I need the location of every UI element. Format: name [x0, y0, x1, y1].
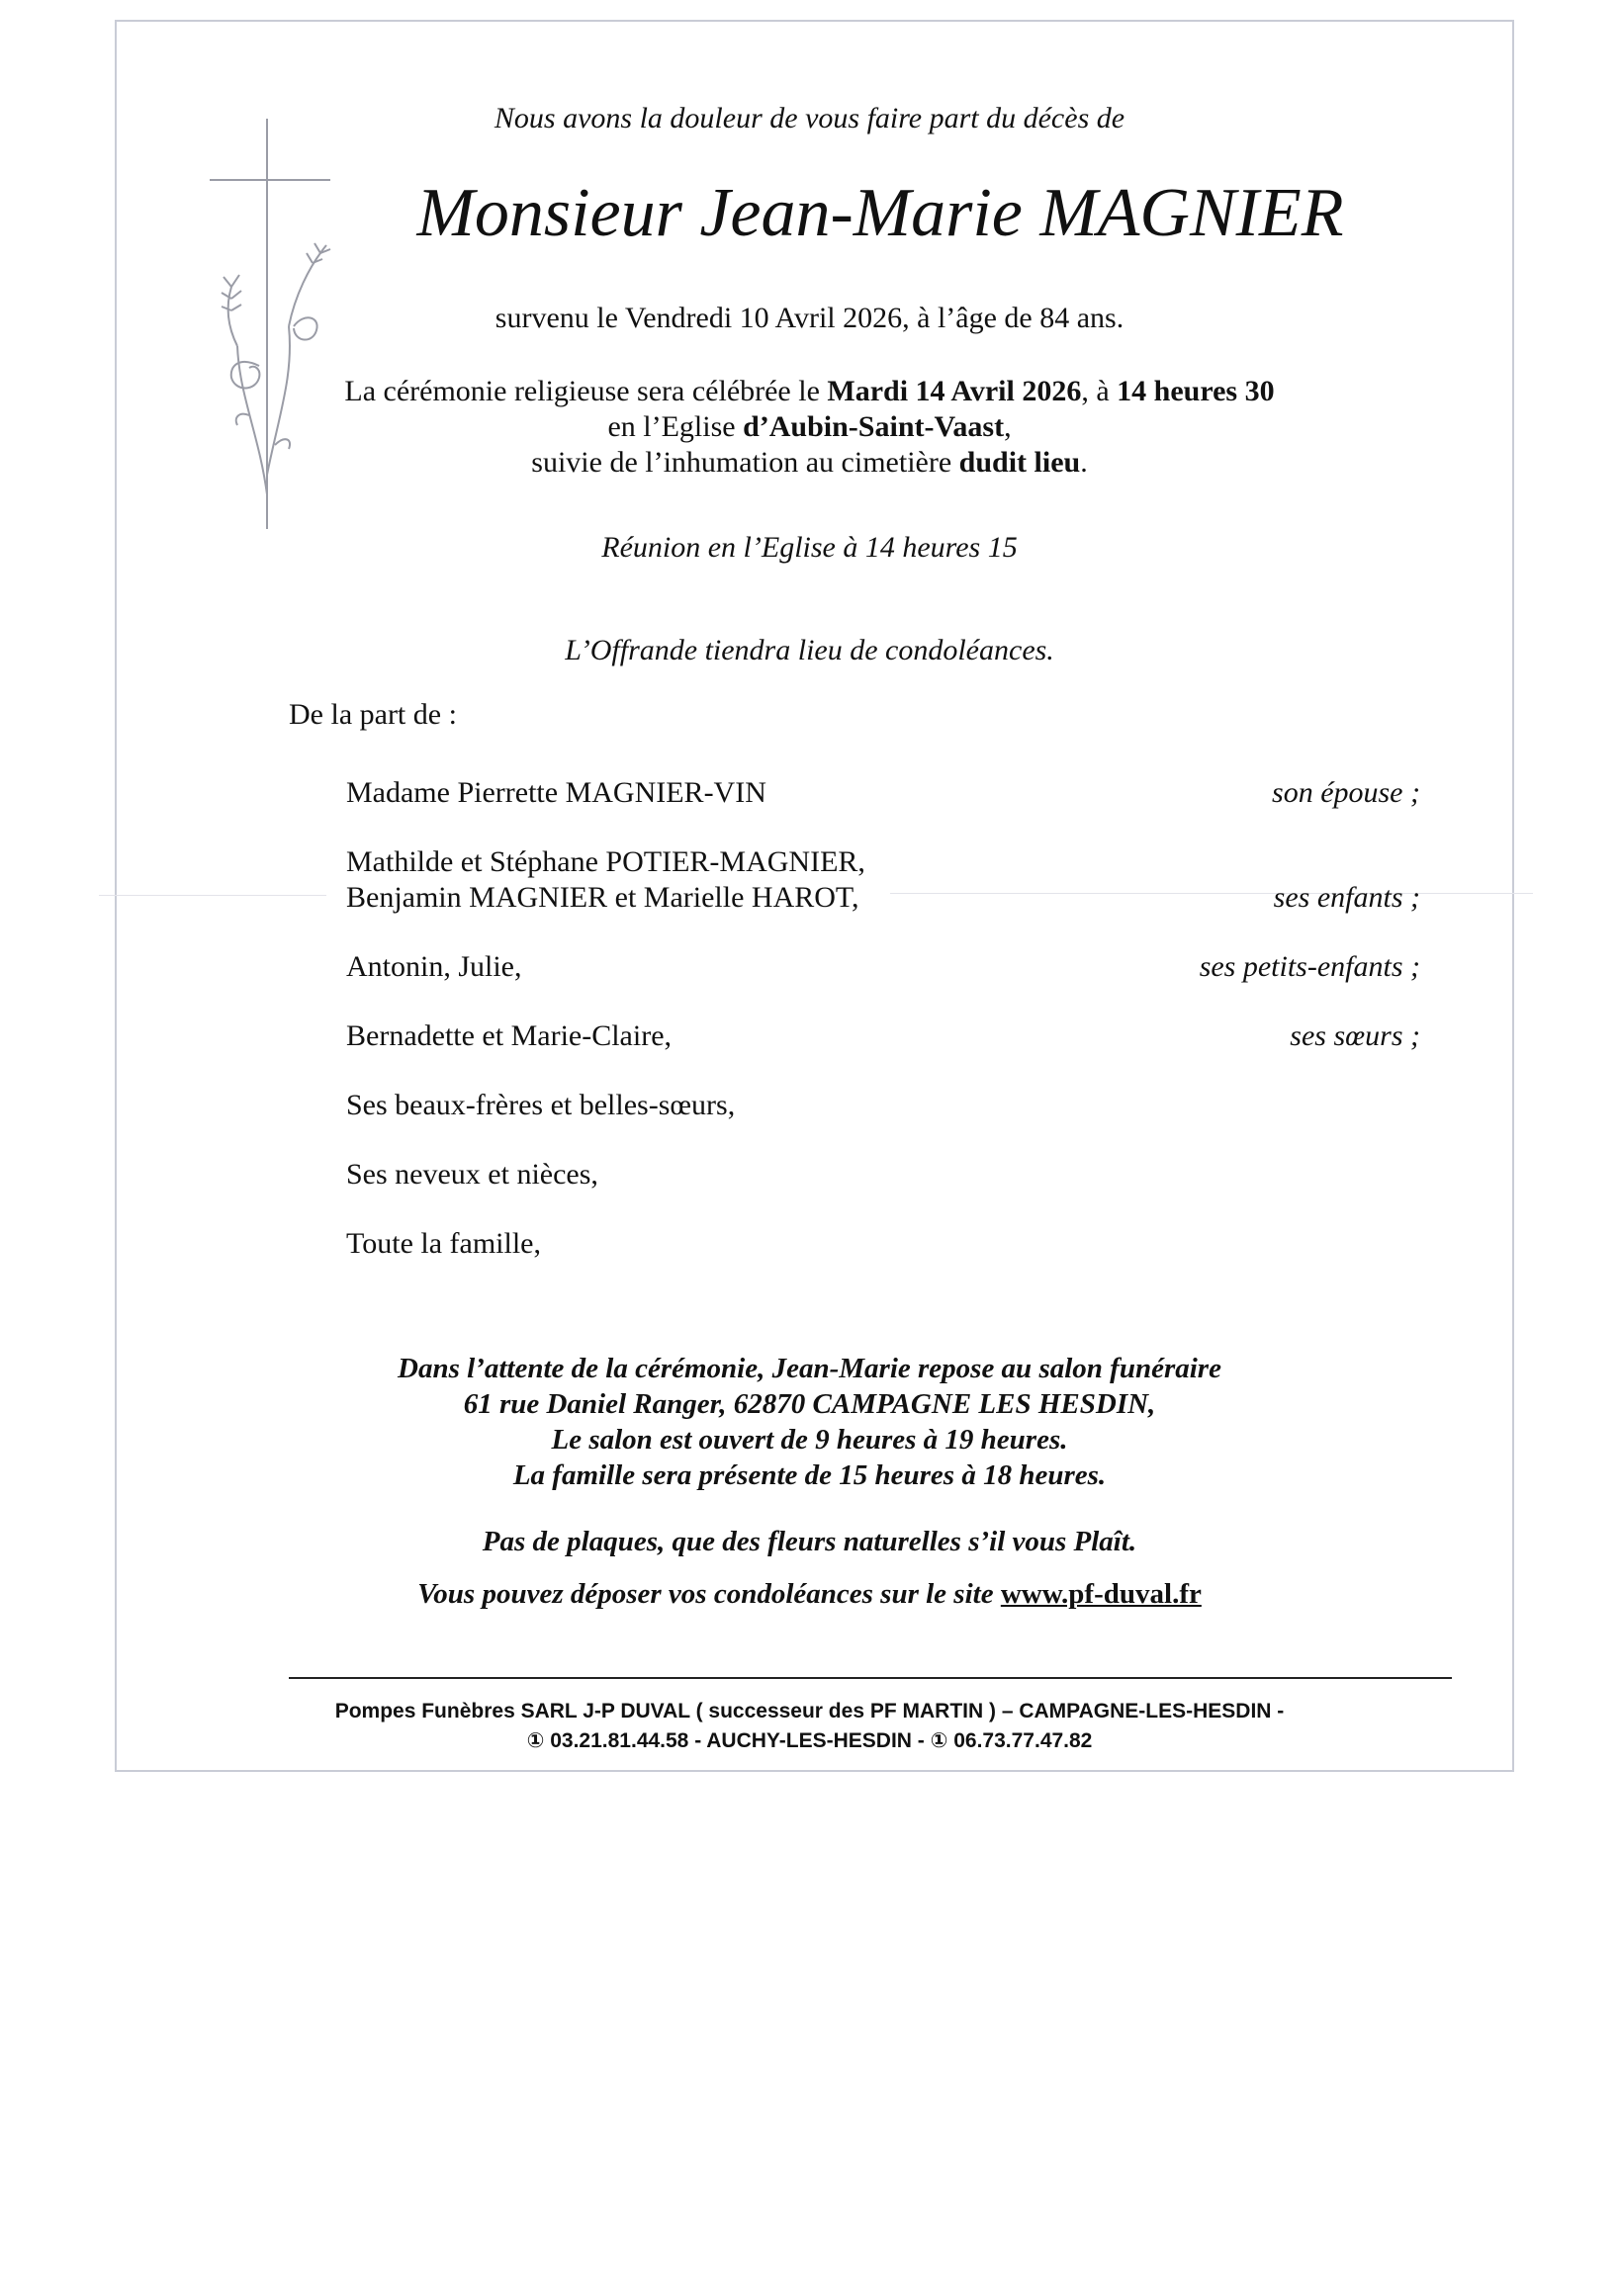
family-name-line: Mathilde et Stéphane POTIER-MAGNIER, [346, 845, 865, 878]
footer-phones [0, 1726, 1619, 1756]
ceremony-time: 14 heures 30 [1117, 375, 1275, 407]
condolences-text: Vous pouvez déposer vos condoléances sur le site [417, 1578, 1001, 1610]
phone-number-1: 03.21.81.44.58 [550, 1729, 689, 1752]
ceremony-details [0, 374, 1619, 481]
phone-icon: ① [526, 1729, 545, 1752]
family-relation: son épouse ; [1272, 776, 1420, 809]
ceremony-text: La cérémonie religieuse sera célébrée le [344, 375, 828, 407]
footer-town: - AUCHY-LES-HESDIN - [688, 1729, 931, 1752]
family-relation: ses sœurs ; [1290, 1019, 1420, 1052]
ceremony-line-3 [0, 445, 1619, 481]
funeral-home-line: Pompes Funèbres SARL J-P DUVAL ( successeur des PF MARTIN ) – CAMPAGNE-LES-HESDIN - [334, 1700, 1285, 1722]
intro-line: Nous avons la douleur de vous faire part du décès de [494, 102, 1125, 134]
plaques-line: Pas de plaques, que des fleurs naturelles s’il vous Plaît. [482, 1526, 1137, 1557]
family-intro: De la part de : [289, 698, 457, 731]
family-relation: ses enfants ; [1273, 881, 1420, 914]
footer [0, 1697, 1619, 1756]
family-names: Bernadette et Marie-Claire, [346, 1019, 673, 1052]
death-line: survenu le Vendredi 10 Avril 2026, à l’âge de 84 ans. [495, 302, 1124, 334]
ceremony-text: , [1004, 410, 1012, 443]
condolences-site-link[interactable]: www.pf-duval.fr [1000, 1578, 1202, 1610]
family-names: Ses beaux-frères et belles-sœurs, [346, 1089, 736, 1121]
ceremony-text: suivie de l’inhumation au cimetière [531, 446, 959, 479]
salon-info [0, 1351, 1619, 1493]
family-names: Ses neveux et nièces, [346, 1158, 598, 1191]
family-names [346, 844, 865, 916]
family-relation: ses petits-enfants ; [1199, 950, 1420, 983]
ceremony-text: . [1080, 446, 1088, 479]
ceremony-text: , à [1081, 375, 1118, 407]
ceremony-text: en l’Eglise [607, 410, 744, 443]
family-names: Madame Pierrette MAGNIER-VIN [346, 776, 766, 809]
ceremony-line-2 [0, 409, 1619, 445]
cemetery-place: dudit lieu [958, 446, 1081, 479]
family-names: Toute la famille, [346, 1227, 541, 1260]
reunion-line: Réunion en l’Eglise à 14 heures 15 [601, 531, 1018, 564]
offering-line: L’Offrande tiendra lieu de condoléances. [565, 634, 1054, 666]
phone-number-2: 06.73.77.47.82 [953, 1729, 1093, 1752]
ceremony-place: d’Aubin-Saint-Vaast [743, 410, 1005, 443]
salon-hours: Le salon est ouvert de 9 heures à 19 heures. [551, 1424, 1068, 1456]
family-names: Antonin, Julie, [346, 950, 522, 983]
phone-icon: ① [930, 1729, 948, 1752]
deceased-name: Monsieur Jean-Marie MAGNIER [416, 175, 1344, 251]
salon-line: Dans l’attente de la cérémonie, Jean-Marie repose au salon funéraire [398, 1353, 1221, 1384]
fold-line-left [99, 895, 326, 896]
ceremony-line-1 [0, 374, 1619, 409]
condolences-line [0, 1578, 1619, 1611]
ceremony-date: Mardi 14 Avril 2026 [827, 375, 1082, 407]
salon-address: 61 rue Daniel Ranger, 62870 CAMPAGNE LES HESDIN, [463, 1388, 1156, 1420]
salon-family-hours: La famille sera présente de 15 heures à 18 heures. [512, 1459, 1107, 1491]
family-name-line: Benjamin MAGNIER et Marielle HAROT, [346, 881, 859, 914]
footer-divider [289, 1677, 1452, 1679]
fold-line-right [890, 893, 1533, 894]
